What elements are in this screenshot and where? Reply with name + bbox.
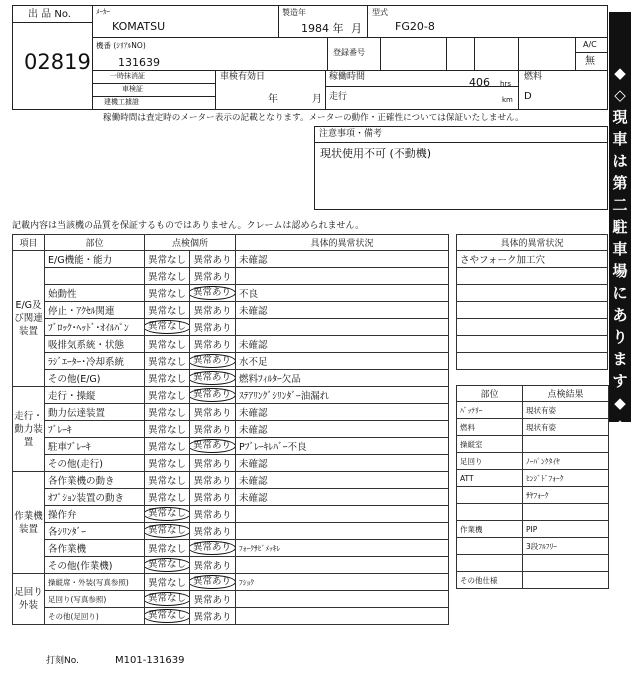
part-name: 停止・ｱｸｾﾙ関連 [45, 302, 145, 319]
part-name: ｵﾌﾟｼｮﾝ装置の動き [45, 489, 145, 506]
part-name: 操作弁 [45, 506, 145, 523]
km-unit: km [502, 96, 513, 104]
hours-unit: hrs [500, 80, 511, 88]
status-ng: 異常あり [193, 340, 232, 351]
status-ng: 異常あり [190, 354, 236, 368]
table-header [13, 235, 449, 251]
shaken-label: 車検証 [122, 85, 143, 93]
status-ok: 異常なし [148, 374, 187, 385]
status-ng: 異常あり [193, 272, 232, 283]
status-ok: 異常なし [145, 507, 190, 521]
status-ng: 異常あり [193, 561, 232, 572]
status-ok: 異常なし [145, 524, 190, 538]
status-ok: 異常なし [148, 425, 187, 436]
detail-text: ﾌｫｰｸｻﾋﾞﾒｯｷﾚ [236, 540, 449, 557]
status-ng: 異常あり [190, 371, 236, 385]
status-ok: 異常なし [148, 255, 187, 266]
result-value [523, 555, 609, 572]
remarks-label: 注意事項・備考 [319, 129, 383, 139]
result-value: ｻﾔﾌｫｰｸ [523, 487, 609, 504]
result-row [457, 436, 609, 453]
part-name: ﾗｼﾞｴｰﾀｰ･冷却系統 [45, 353, 145, 370]
status-ng: 異常あり [193, 595, 232, 606]
fuel-label: 燃料 [524, 72, 543, 82]
result-part [457, 487, 523, 504]
detail-text: 未確認 [236, 472, 449, 489]
result-value: ﾋﾝｼﾞﾄﾞﾌｫｰｸ [523, 470, 609, 487]
detail-text: 不良 [236, 285, 449, 302]
serial-label: 機番 (ｼﾘｱﾙNO) [96, 41, 146, 50]
table-row [13, 472, 449, 489]
disclaimer: 記載内容は当該機の品質を保証するものではありません。クレームは認められません。 [12, 221, 365, 231]
right-detail-header: 具体的異常状況 [457, 235, 608, 251]
status-ng: 異常あり [190, 575, 236, 589]
category-eg: E/G及び関連装置 [13, 251, 45, 387]
status-ok: 異常なし [148, 544, 187, 555]
detail-text: 未確認 [236, 455, 449, 472]
status-ng: 異常あり [193, 510, 232, 521]
detail-text: 未確認 [236, 302, 449, 319]
fuel-value: D [524, 91, 532, 102]
status-ok: 異常なし [148, 340, 187, 351]
hours-value: 406 [469, 76, 490, 89]
detail-text [236, 557, 449, 574]
result-row [457, 419, 609, 436]
table-row [13, 574, 449, 591]
inspection-month-unit: 月 [312, 94, 322, 105]
category-foot: 足回り外装 [13, 574, 45, 625]
detail-text: ｽﾃｱﾘﾝｸﾞｼﾘﾝﾀﾞｰ油漏れ [236, 387, 449, 404]
status-ng: 異常あり [193, 408, 232, 419]
part-name: 各ｼﾘﾝﾀﾞｰ [45, 523, 145, 540]
status-ng: 異常あり [190, 439, 236, 453]
result-header-part: 部位 [457, 386, 523, 402]
part-name: 吸排気系統・状態 [45, 336, 145, 353]
detail-text: 未確認 [236, 404, 449, 421]
status-ng: 異常あり [193, 612, 232, 623]
table-row [13, 319, 449, 336]
result-value: ﾉｰﾊﾟﾝｸﾀｲﾔ [523, 453, 609, 470]
location-banner: ◆ ◇ 現 車 は 第 二 駐 車 場 に あ り ま す ◆ ◇ [609, 12, 631, 422]
result-value [523, 436, 609, 453]
detail-text: 水不足 [236, 353, 449, 370]
part-name: 始動性 [45, 285, 145, 302]
table-row [13, 353, 449, 370]
part-name: 動力伝達装置 [45, 404, 145, 421]
status-ok: 異常なし [148, 493, 187, 504]
table-row [13, 540, 449, 557]
category-drive: 走行・動力装置 [13, 387, 45, 472]
table-row [13, 370, 449, 387]
table-row [13, 557, 449, 574]
result-value: 3段ﾌﾙﾌﾘｰ [523, 538, 609, 555]
year-value: 1984 年 [301, 22, 344, 35]
part-name: 各作業機の動き [45, 472, 145, 489]
inspection-table [12, 234, 449, 625]
table-row [13, 404, 449, 421]
detail-text [236, 319, 449, 336]
result-part [457, 538, 523, 555]
result-header-value: 点検結果 [523, 386, 609, 402]
category-work: 作業機装置 [13, 472, 45, 574]
status-ok: 異常なし [148, 408, 187, 419]
result-row [457, 470, 609, 487]
detail-text [236, 268, 449, 285]
status-ok: 異常なし [145, 609, 190, 623]
status-ng: 異常あり [193, 425, 232, 436]
table-row [13, 268, 449, 285]
table-row [13, 455, 449, 472]
table-row [13, 506, 449, 523]
detail-text [236, 506, 449, 523]
detail-text [236, 523, 449, 540]
result-part: ﾊﾞｯﾃﾘｰ [457, 402, 523, 419]
hours-label: 稼働時間 [329, 72, 366, 82]
maker-label: ﾒｰｶｰ [96, 8, 110, 16]
table-row [13, 387, 449, 404]
table-row [13, 438, 449, 455]
part-name: 足回り(写真参照) [45, 591, 145, 608]
month-unit: 月 [351, 22, 362, 35]
ac-value: 無 [585, 56, 595, 67]
special-cert-label: 建機工據證 [104, 98, 139, 106]
table-row [13, 421, 449, 438]
status-ok: 異常なし [148, 272, 187, 283]
status-ok: 異常なし [148, 289, 187, 300]
status-ok: 異常なし [148, 578, 187, 589]
temp-cert-label: 一時抹消証 [110, 72, 145, 80]
result-row [457, 487, 609, 504]
model-label: 型式 [372, 8, 388, 17]
result-part: その他仕様 [457, 572, 523, 589]
table-row [13, 336, 449, 353]
status-ok: 異常なし [148, 306, 187, 317]
result-row [457, 453, 609, 470]
status-ng: 異常あり [193, 255, 232, 266]
detail-text: Pﾌﾞﾚｰｷﾚﾊﾞｰ不良 [236, 438, 449, 455]
part-name: 操縦席・外装(写真参照) [45, 574, 145, 591]
status-ok: 異常なし [145, 592, 190, 606]
maker-value: KOMATSU [112, 20, 166, 33]
part-name [45, 268, 145, 285]
status-ng: 異常あり [193, 476, 232, 487]
serial-value: 131639 [118, 56, 160, 69]
result-part: 燃料 [457, 419, 523, 436]
part-name: 走行・操縦 [45, 387, 145, 404]
status-ng: 異常あり [193, 527, 232, 538]
status-ok: 異常なし [148, 476, 187, 487]
status-ok: 異常なし [148, 357, 187, 368]
stamp-label: 打刻No. [46, 656, 79, 666]
result-value [523, 504, 609, 521]
status-ok: 異常なし [145, 320, 190, 334]
lot-number: 02819 [24, 50, 91, 74]
travel-label: 走行 [329, 92, 348, 102]
table-row [13, 591, 449, 608]
header-part: 部位 [45, 235, 145, 251]
status-ng: 異常あり [190, 286, 236, 300]
remarks-text: 現状使用不可 (不動機) [320, 147, 432, 160]
result-part: 足回り [457, 453, 523, 470]
result-part: 操縦室 [457, 436, 523, 453]
meter-notice: 稼働時間は査定時のメーター表示の記載となります。メーターの動作・正確性については保証いたしません。 [103, 113, 524, 123]
inspection-year-unit: 年 [268, 94, 278, 105]
stamp-value: M101-131639 [115, 655, 185, 666]
header-detail: 具体的異常状況 [236, 235, 449, 251]
part-name: その他(足回り) [45, 608, 145, 625]
status-ng: 異常あり [190, 388, 236, 402]
result-value: 現状有姿 [523, 419, 609, 436]
ac-label: A/C [583, 40, 597, 49]
detail-text: 未確認 [236, 336, 449, 353]
status-ok: 異常なし [148, 391, 187, 402]
table-row [13, 523, 449, 540]
result-row [457, 572, 609, 589]
part-name: その他(作業機) [45, 557, 145, 574]
header-check: 点検個所 [145, 235, 236, 251]
result-row [457, 538, 609, 555]
result-part: ATT [457, 470, 523, 487]
detail-text [236, 608, 449, 625]
part-name: ﾌﾞﾚｰｷ [45, 421, 145, 438]
right-detail-table [456, 234, 608, 370]
result-part [457, 555, 523, 572]
status-ng: 異常あり [193, 306, 232, 317]
part-name: その他(走行) [45, 455, 145, 472]
header-item: 項目 [13, 235, 45, 251]
status-ok: 異常なし [148, 442, 187, 453]
part-name: E/G機能・能力 [45, 251, 145, 268]
result-part [457, 504, 523, 521]
result-row [457, 521, 609, 538]
result-value: PIP [523, 521, 609, 538]
result-row [457, 504, 609, 521]
detail-text: ﾌｼｮｸ [236, 574, 449, 591]
result-value: 現状有姿 [523, 402, 609, 419]
result-row [457, 555, 609, 572]
detail-text [236, 591, 449, 608]
registration-label: 登録番号 [333, 48, 365, 57]
year-label: 製造年 [282, 8, 306, 17]
detail-text: 燃料ﾌｨﾙﾀｰ欠品 [236, 370, 449, 387]
model-value: FG20-8 [395, 20, 435, 33]
result-value [523, 572, 609, 589]
part-name: 各作業機 [45, 540, 145, 557]
status-ok: 異常なし [145, 558, 190, 572]
detail-text: 未確認 [236, 421, 449, 438]
table-row [13, 608, 449, 625]
part-name: ﾌﾞﾛｯｸ･ﾍｯﾄﾞ･ｵｲﾙﾊﾟﾝ [45, 319, 145, 336]
result-row [457, 402, 609, 419]
right-detail-line: さやフォーク加工穴 [457, 251, 608, 268]
part-name: 駐車ﾌﾞﾚｰｷ [45, 438, 145, 455]
detail-text: 未確認 [236, 489, 449, 506]
status-ng: 異常あり [190, 541, 236, 555]
table-row [13, 285, 449, 302]
result-part: 作業機 [457, 521, 523, 538]
status-ng: 異常あり [193, 459, 232, 470]
table-row [13, 251, 449, 268]
inspection-label: 車検有効日 [220, 72, 266, 82]
check-result-table [456, 385, 609, 589]
table-row [13, 302, 449, 319]
status-ok: 異常なし [148, 459, 187, 470]
detail-text: 未確認 [236, 251, 449, 268]
status-ng: 異常あり [193, 493, 232, 504]
table-row [13, 489, 449, 506]
part-name: その他(E/G) [45, 370, 145, 387]
status-ng: 異常あり [193, 323, 232, 334]
lot-label: 出 品 No. [28, 9, 71, 20]
